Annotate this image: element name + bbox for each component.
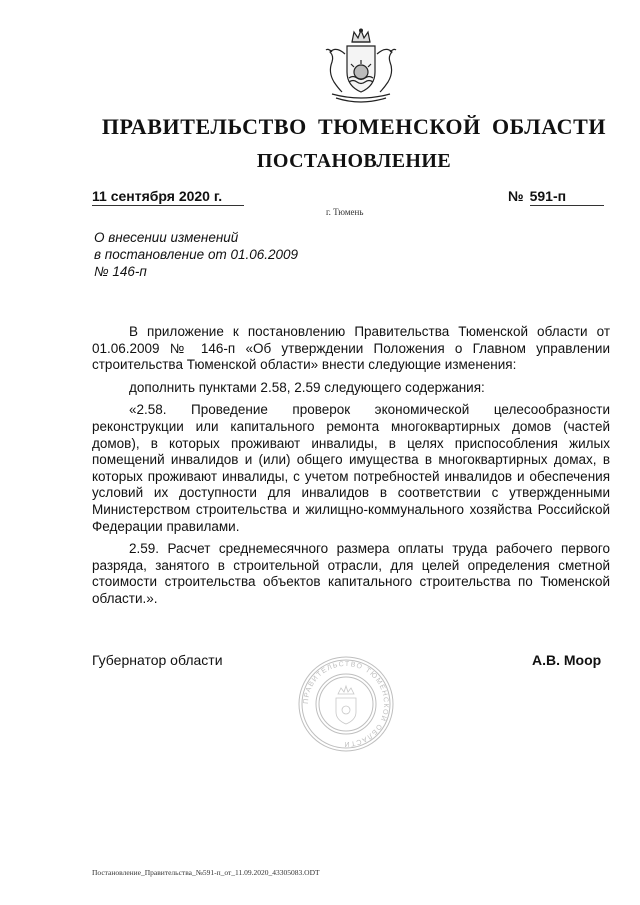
document-city: г. Тюмень	[326, 207, 364, 217]
tyumen-region-coat-of-arms-icon	[318, 28, 404, 114]
body-paragraph: дополнить пунктами 2.58, 2.59 следующего содержания:	[129, 379, 485, 395]
signatory-position: Губернатор области	[92, 652, 223, 668]
subject-line: № 146-п	[94, 264, 147, 279]
footer-filename: Постановление_Правительства_№591-п_от_11.09.2020_43305083.ODT	[92, 868, 320, 877]
body-paragraph: «2.58. Проведение проверок экономической целесообразности реконструкции или капитального ремонта многоквартирных домов (частей домов), в которых проживают инвалиды, в целях приспособления жилых помещений инвалидов и (или) общего имущества в многоквартирных домах, в которых проживают инвалиды, с учетом потребностей инвалидов и обеспечения условий их доступности для инвалидов в соответствии с утвержденными Министерством строительства и жилищно-коммунального хозяйства Российской Федерации правилами.	[92, 402, 610, 534]
body-paragraph: 2.59. Расчет среднемесячного размера оплаты труда рабочего первого разряда, занятого в строительной отрасли, для целей определения сметной стоимости строительства объектов капитального строительства по Тюменской области.».	[92, 541, 610, 606]
signer-name: А.В. Моор	[532, 652, 602, 668]
subject-line: О внесении изменений	[94, 230, 239, 245]
number-value: 591-п	[530, 188, 604, 206]
official-seal-stamp-icon	[296, 654, 396, 754]
document-subject	[94, 229, 298, 280]
number-sign: №	[508, 188, 524, 204]
body-paragraph: В приложение к постановлению Правительства Тюменской области от 01.06.2009 № 146-п «Об утверждении Положения о Главном управлении строительства Тюменской области» внести следующие изменения:	[92, 324, 610, 373]
subject-line: в постановление от 01.06.2009	[94, 247, 299, 262]
svg-text:ПРАВИТЕЛЬСТВО ТЮМЕНСКОЙ ОБЛАСТ: ПРАВИТЕЛЬСТВО ТЮМЕНСКОЙ ОБЛАСТИ	[302, 660, 390, 748]
document-number	[508, 188, 604, 206]
government-title: ПРАВИТЕЛЬСТВО ТЮМЕНСКОЙ ОБЛАСТИ	[101, 114, 607, 139]
document-type-heading: ПОСТАНОВЛЕНИЕ	[256, 150, 452, 172]
document-body	[92, 324, 610, 615]
document-date: 11 сентября 2020 г.	[92, 188, 244, 206]
